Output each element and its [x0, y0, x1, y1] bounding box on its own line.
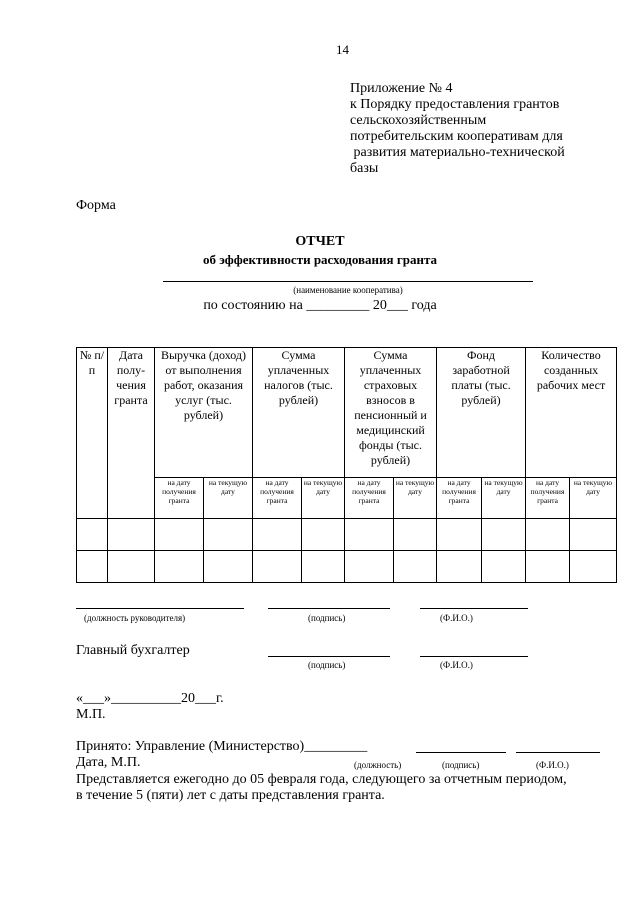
table-cell — [253, 551, 302, 583]
subheader-on-receipt: на дату получения гранта — [437, 478, 482, 519]
subheader-on-receipt: на дату получения гранта — [526, 478, 570, 519]
header-grant-date: Дата полу- чения гранта — [108, 348, 155, 519]
accepted-fio-line — [516, 752, 600, 753]
table-cell — [526, 551, 570, 583]
subheader-on-receipt: на дату получения гранта — [155, 478, 204, 519]
chief-accountant-label: Главный бухгалтер — [76, 643, 190, 658]
table-cell — [108, 551, 155, 583]
accountant-signature-line — [268, 656, 390, 657]
accountant-signature-caption: (подпись) — [308, 660, 346, 670]
header-payroll: Фонд заработной платы (тыс. рублей) — [437, 348, 526, 478]
coop-name-line — [163, 281, 533, 282]
table-cell — [570, 551, 617, 583]
subheader-on-current: на текущую дату — [570, 478, 617, 519]
submission-note — [76, 772, 636, 804]
header-jobs: Количество созданных рабочих мест — [526, 348, 617, 478]
table-cell — [77, 551, 108, 583]
table-row — [77, 551, 617, 583]
accepted-position-caption: (должность) — [354, 760, 402, 770]
accepted-fio-caption: (Ф.И.О.) — [536, 760, 569, 770]
appendix-line: потребительским кооперативам для — [350, 129, 563, 144]
subheader-on-current: на текущую дату — [302, 478, 345, 519]
note-line: Представляется ежегодно до 05 февраля года, следующего за отчетным периодом, — [76, 772, 567, 787]
accepted-signature-line — [416, 752, 506, 753]
appendix-block — [350, 81, 620, 177]
date-stamp-label: Дата, М.П. — [76, 755, 141, 770]
table-cell — [570, 519, 617, 551]
subheader-on-receipt: на дату получения гранта — [253, 478, 302, 519]
subheader-on-receipt: на дату получения гранта — [345, 478, 394, 519]
table-cell — [345, 519, 394, 551]
subheader-on-current: на текущую дату — [482, 478, 526, 519]
header-revenue: Выручка (доход) от выполнения работ, оказания услуг (тыс. рублей) — [155, 348, 253, 478]
accountant-fio-caption: (Ф.И.О.) — [440, 660, 473, 670]
table-cell — [394, 551, 437, 583]
table-cell — [345, 551, 394, 583]
appendix-line: сельскохозяйственным — [350, 113, 487, 128]
table-cell — [394, 519, 437, 551]
table-cell — [437, 519, 482, 551]
head-signature-caption: (подпись) — [308, 613, 346, 623]
head-signature-line — [268, 608, 390, 609]
table-cell — [437, 551, 482, 583]
date-line: «___»__________20___г. — [76, 691, 224, 706]
table-cell — [77, 519, 108, 551]
table-cell — [302, 519, 345, 551]
table-cell — [204, 551, 253, 583]
accepted-signature-caption: (подпись) — [442, 760, 480, 770]
appendix-line: развития материально-технической — [350, 145, 565, 160]
page-number: 14 — [336, 42, 349, 57]
subheader-on-current: на текущую дату — [204, 478, 253, 519]
subheader-on-current: на текущую дату — [394, 478, 437, 519]
header-number: № п/п — [77, 348, 108, 519]
head-fio-caption: (Ф.И.О.) — [440, 613, 473, 623]
report-title: ОТЧЕТ — [295, 234, 345, 249]
table-row — [77, 519, 617, 551]
stamp-place: М.П. — [76, 707, 106, 722]
table-cell — [108, 519, 155, 551]
table-cell — [253, 519, 302, 551]
coop-name-caption: (наименование кооператива) — [293, 285, 403, 295]
appendix-line: базы — [350, 161, 379, 176]
table-cell — [155, 519, 204, 551]
head-position-caption: (должность руководителя) — [84, 613, 186, 623]
table-cell — [482, 551, 526, 583]
table-cell — [302, 551, 345, 583]
header-taxes: Сумма уплаченных налогов (тыс. рублей) — [253, 348, 345, 478]
accepted-line: Принято: Управление (Министерство)_________ — [76, 739, 368, 754]
accountant-fio-line — [420, 656, 528, 657]
table-cell — [482, 519, 526, 551]
appendix-line: к Порядку предоставления грантов — [350, 97, 560, 112]
table-cell — [155, 551, 204, 583]
head-position-line — [76, 608, 244, 609]
report-subtitle: об эффективности расходования гранта — [203, 252, 437, 267]
appendix-line: Приложение № 4 — [350, 81, 453, 96]
table-cell — [204, 519, 253, 551]
note-line: в течение 5 (пяти) лет с даты представления гранта. — [76, 788, 385, 803]
report-table — [76, 347, 617, 583]
head-fio-line — [420, 608, 528, 609]
table-cell — [526, 519, 570, 551]
form-label: Форма — [76, 198, 116, 213]
as-of-date: по состоянию на _________ 20___ года — [203, 298, 437, 313]
header-insurance: Сумма уплаченных страховых взносов в пенсионный и медицинский фонды (тыс. рублей) — [345, 348, 437, 478]
